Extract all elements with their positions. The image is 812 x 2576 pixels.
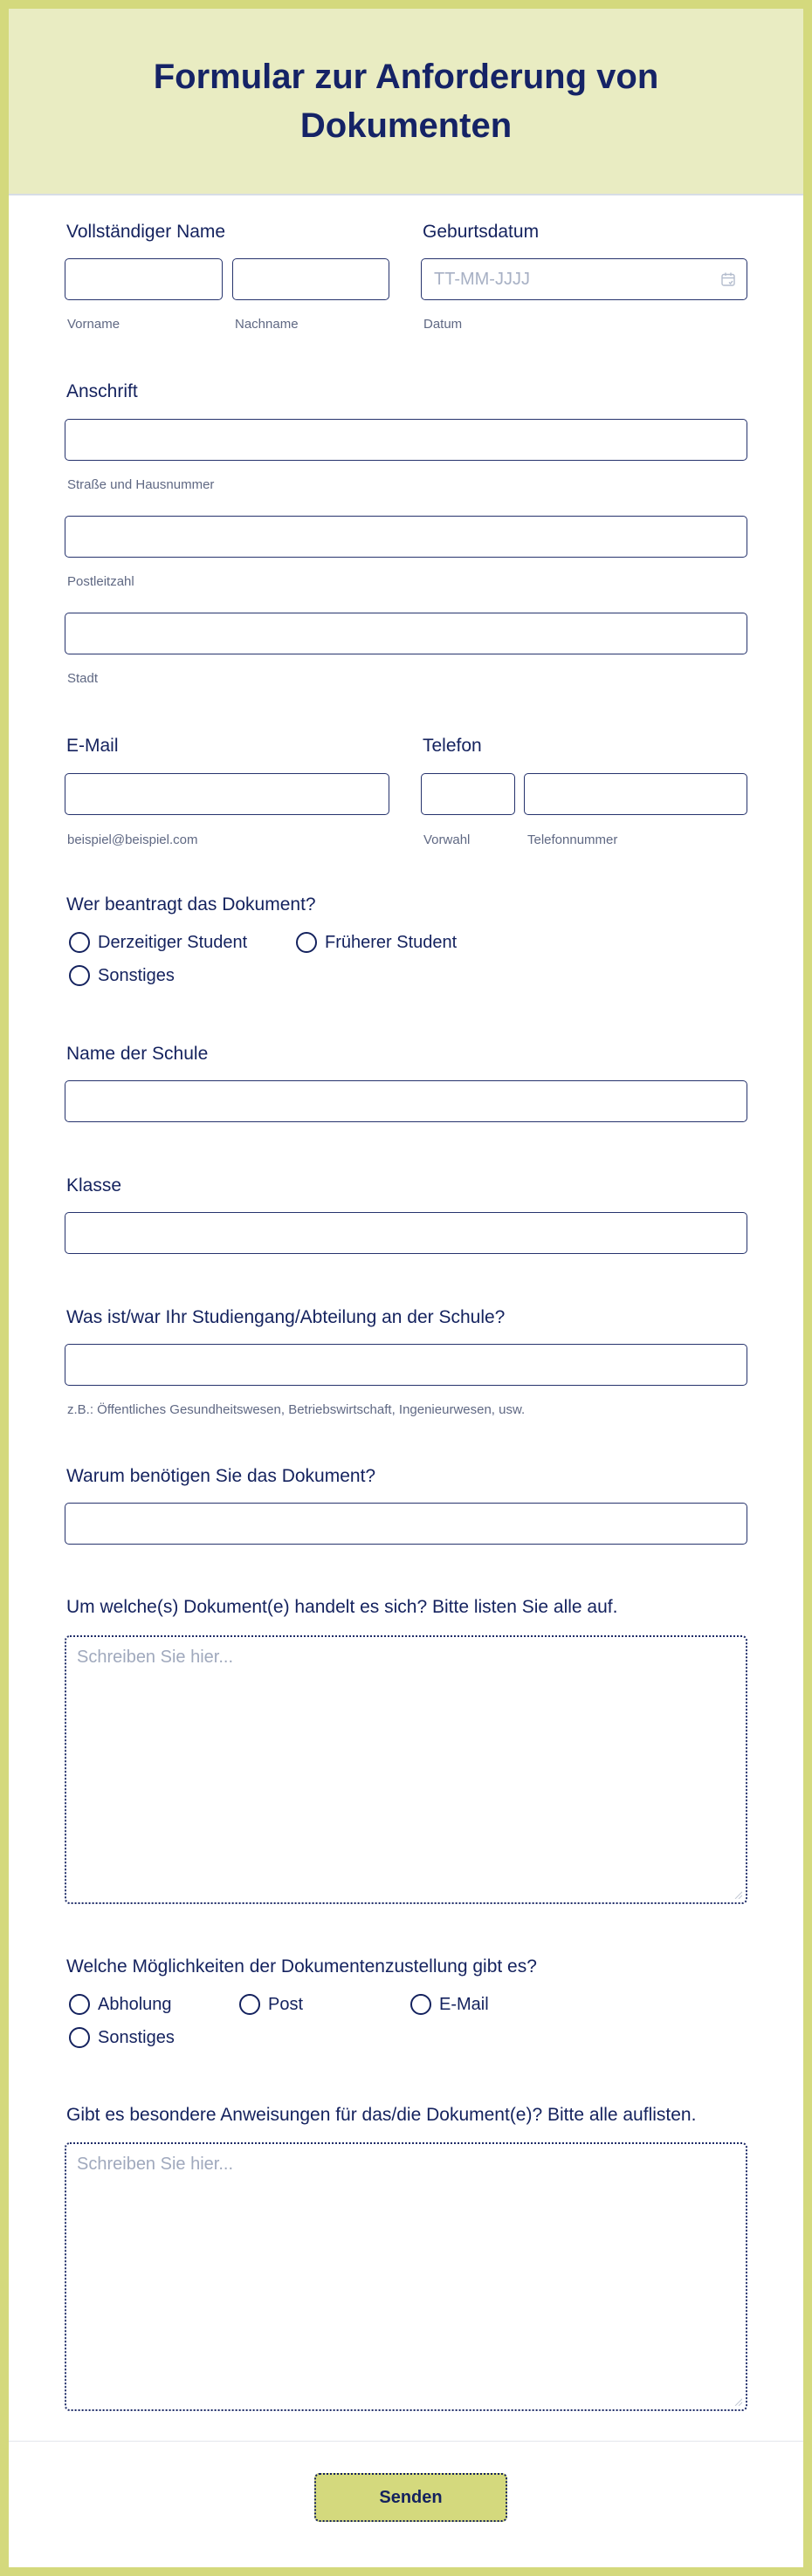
first-name-input[interactable] [65, 259, 222, 299]
school-input[interactable] [65, 1081, 747, 1121]
area-code-input[interactable] [422, 774, 514, 814]
radio-email[interactable] [410, 1994, 489, 2015]
phone-label: Telefon [423, 736, 482, 756]
area-code-sublabel: Vorwahl [423, 832, 471, 847]
radio-label: Post [268, 1994, 304, 2014]
birthdate-sublabel: Datum [423, 317, 463, 332]
zip-sublabel: Postleitzahl [67, 574, 134, 589]
instructions-textarea[interactable] [66, 2144, 746, 2409]
radio-label: Sonstiges [98, 965, 175, 985]
documents-textarea-field[interactable] [65, 1635, 747, 1904]
phone-number-field[interactable] [524, 773, 747, 815]
city-input[interactable] [65, 613, 747, 654]
radio-circle[interactable] [296, 932, 317, 953]
last-name-input[interactable] [233, 259, 389, 299]
street-sublabel: Straße und Hausnummer [67, 477, 215, 492]
email-label: E-Mail [66, 736, 119, 756]
first-name-sublabel: Vorname [67, 317, 120, 332]
radio-circle[interactable] [69, 932, 90, 953]
department-field[interactable] [65, 1344, 747, 1386]
first-name-field[interactable] [65, 258, 223, 300]
grade-input[interactable] [65, 1213, 747, 1253]
radio-label: Abholung [98, 1994, 172, 2014]
reason-label: Warum benötigen Sie das Dokument? [66, 1466, 376, 1486]
resize-handle-icon[interactable] [733, 1890, 742, 1899]
radio-circle[interactable] [410, 1994, 431, 2015]
submit-button[interactable]: Senden [314, 2473, 507, 2522]
department-label: Was ist/war Ihr Studiengang/Abteilung an der Schule? [66, 1307, 506, 1327]
grade-label: Klasse [66, 1175, 122, 1196]
school-field[interactable] [65, 1080, 747, 1122]
radio-requester-other[interactable] [69, 965, 175, 986]
requester-label: Wer beantragt das Dokument? [66, 894, 316, 915]
page-title: Formular zur Anforderung von Dokumenten [153, 58, 659, 145]
zip-field[interactable] [65, 516, 747, 558]
email-field[interactable] [65, 773, 389, 815]
address-label: Anschrift [66, 381, 138, 401]
phone-number-sublabel: Telefonnummer [527, 832, 618, 847]
reason-field[interactable] [65, 1503, 747, 1545]
reason-input[interactable] [65, 1504, 747, 1544]
last-name-field[interactable] [232, 258, 389, 300]
radio-circle[interactable] [239, 1994, 260, 2015]
radio-circle[interactable] [69, 965, 90, 986]
radio-post[interactable] [239, 1994, 303, 2015]
instructions-textarea-field[interactable] [65, 2142, 747, 2411]
radio-delivery-other[interactable] [69, 2027, 175, 2048]
documents-label: Um welche(s) Dokument(e) handelt es sich? Bitte listen Sie alle auf. [66, 1597, 618, 1617]
phone-number-input[interactable] [525, 774, 747, 814]
radio-circle[interactable] [69, 2027, 90, 2048]
radio-label: Derzeitiger Student [98, 932, 248, 952]
radio-pickup[interactable] [69, 1994, 172, 2015]
department-sublabel: z.B.: Öffentliches Gesundheitswesen, Betriebswirtschaft, Ingenieurwesen, usw. [67, 1402, 526, 1417]
city-sublabel: Stadt [67, 671, 99, 686]
resize-handle-icon[interactable] [733, 2397, 742, 2406]
email-input[interactable] [65, 774, 389, 814]
birthdate-input[interactable] [422, 259, 747, 299]
radio-label: E-Mail [439, 1994, 489, 2014]
radio-label: Früherer Student [325, 932, 458, 952]
form-header [9, 9, 803, 195]
street-input[interactable] [65, 420, 747, 460]
city-field[interactable] [65, 613, 747, 654]
department-input[interactable] [65, 1345, 747, 1385]
form-container [9, 9, 803, 2567]
street-field[interactable] [65, 419, 747, 461]
delivery-label: Welche Möglichkeiten der Dokumentenzustellung gibt es? [66, 1956, 537, 1977]
school-label: Name der Schule [66, 1044, 209, 1064]
birthdate-field[interactable] [421, 258, 747, 300]
zip-input[interactable] [65, 517, 747, 557]
area-code-field[interactable] [421, 773, 515, 815]
instructions-label: Gibt es besondere Anweisungen für das/die Dokument(e)? Bitte alle auflisten. [66, 2105, 697, 2125]
radio-label: Sonstiges [98, 2027, 175, 2047]
calendar-icon[interactable] [720, 271, 736, 287]
documents-textarea[interactable] [66, 1637, 746, 1902]
radio-circle[interactable] [69, 1994, 90, 2015]
radio-current-student[interactable] [69, 932, 247, 953]
grade-field[interactable] [65, 1212, 747, 1254]
radio-former-student[interactable] [296, 932, 457, 953]
last-name-sublabel: Nachname [235, 317, 299, 332]
birthdate-label: Geburtsdatum [423, 222, 540, 242]
full-name-label: Vollständiger Name [66, 222, 226, 242]
email-sublabel: beispiel@beispiel.com [67, 832, 198, 847]
footer-divider [9, 2441, 803, 2442]
